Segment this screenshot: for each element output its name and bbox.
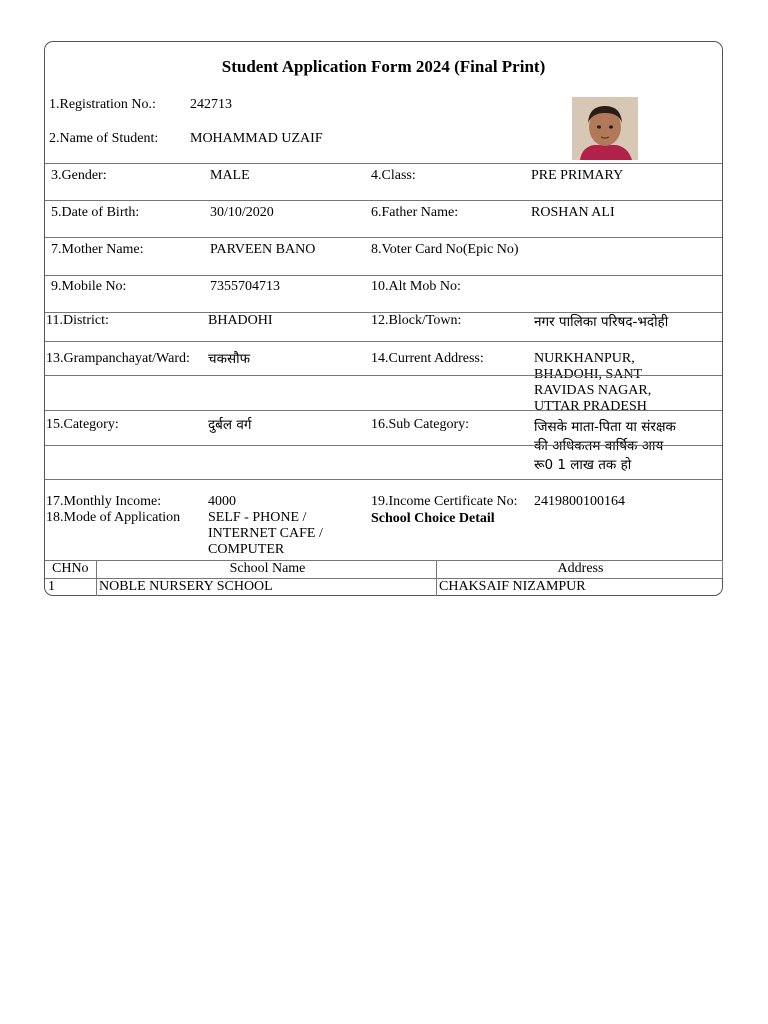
sub-category-label: 16.Sub Category: [371, 417, 469, 432]
student-name-value: MOHAMMAD UZAIF [190, 131, 323, 146]
father-name-value: ROSHAN ALI [531, 205, 615, 220]
divider [45, 479, 722, 480]
monthly-income-label: 17.Monthly Income: [46, 494, 162, 509]
district-value: BHADOHI [208, 313, 273, 328]
divider [45, 200, 722, 201]
divider [45, 237, 722, 238]
father-name-label: 6.Father Name: [371, 205, 459, 220]
district-label: 11.District: [46, 313, 109, 328]
table-header-address: Address [557, 561, 604, 576]
divider [45, 445, 722, 446]
student-name-label: 2.Name of Student: [49, 131, 159, 146]
table-cell-address: CHAKSAIF NIZAMPUR [439, 579, 586, 594]
form-title: Student Application Form 2024 (Final Print) [221, 57, 546, 76]
registration-label: 1.Registration No.: [49, 97, 156, 112]
current-address-value: NURKHANPUR, BHADOHI, SANT RAVIDAS NAGAR, UTTAR PRADESH [534, 351, 652, 414]
table-header-school-name: School Name [229, 561, 306, 576]
block-town-label: 12.Block/Town: [371, 313, 462, 328]
alt-mobile-label: 10.Alt Mob No: [371, 279, 461, 294]
mobile-label: 9.Mobile No: [51, 279, 127, 294]
current-address-label: 14.Current Address: [371, 351, 484, 366]
application-mode-value: SELF - PHONE / INTERNET CAFE / COMPUTER [208, 510, 323, 557]
class-label: 4.Class: [371, 168, 416, 183]
dob-label: 5.Date of Birth: [51, 205, 140, 220]
divider [45, 275, 722, 276]
ward-value: चकसौफ [208, 351, 250, 367]
table-cell-chno: 1 [48, 579, 55, 594]
school-choice-table [45, 560, 722, 596]
divider [45, 375, 722, 376]
registration-value: 242713 [190, 97, 232, 112]
application-form [44, 41, 723, 596]
category-label: 15.Category: [46, 417, 119, 432]
table-cell-school-name: NOBLE NURSERY SCHOOL [99, 579, 273, 594]
income-certificate-label: 19.Income Certificate No: [371, 494, 518, 509]
gender-value: MALE [210, 168, 250, 183]
school-choice-heading: School Choice Detail [371, 511, 495, 526]
student-photo [572, 97, 638, 160]
dob-value: 30/10/2020 [210, 205, 274, 220]
sub-category-value: जिसके माता-पिता या संरक्षक की अधिकतम वार्षिक आय रू0 1 लाख तक हो [534, 419, 676, 473]
block-town-value: नगर पालिका परिषद-भदोही [534, 314, 669, 330]
mother-name-value: PARVEEN BANO [210, 242, 316, 257]
monthly-income-value: 4000 [208, 494, 236, 509]
voter-card-label: 8.Voter Card No(Epic No) [371, 242, 519, 257]
table-header-chno: CHNo [52, 561, 89, 576]
income-certificate-value: 2419800100164 [534, 494, 625, 509]
category-value: दुर्बल वर्ग [208, 417, 252, 433]
mobile-value: 7355704713 [210, 279, 280, 294]
application-mode-label: 18.Mode of Application [46, 510, 181, 525]
divider [45, 163, 722, 164]
divider [45, 410, 722, 411]
ward-label: 13.Grampanchayat/Ward: [46, 351, 190, 366]
gender-label: 3.Gender: [51, 168, 107, 183]
divider [45, 341, 722, 342]
mother-name-label: 7.Mother Name: [51, 242, 144, 257]
table-column-divider [722, 560, 723, 578]
class-value: PRE PRIMARY [531, 168, 624, 183]
